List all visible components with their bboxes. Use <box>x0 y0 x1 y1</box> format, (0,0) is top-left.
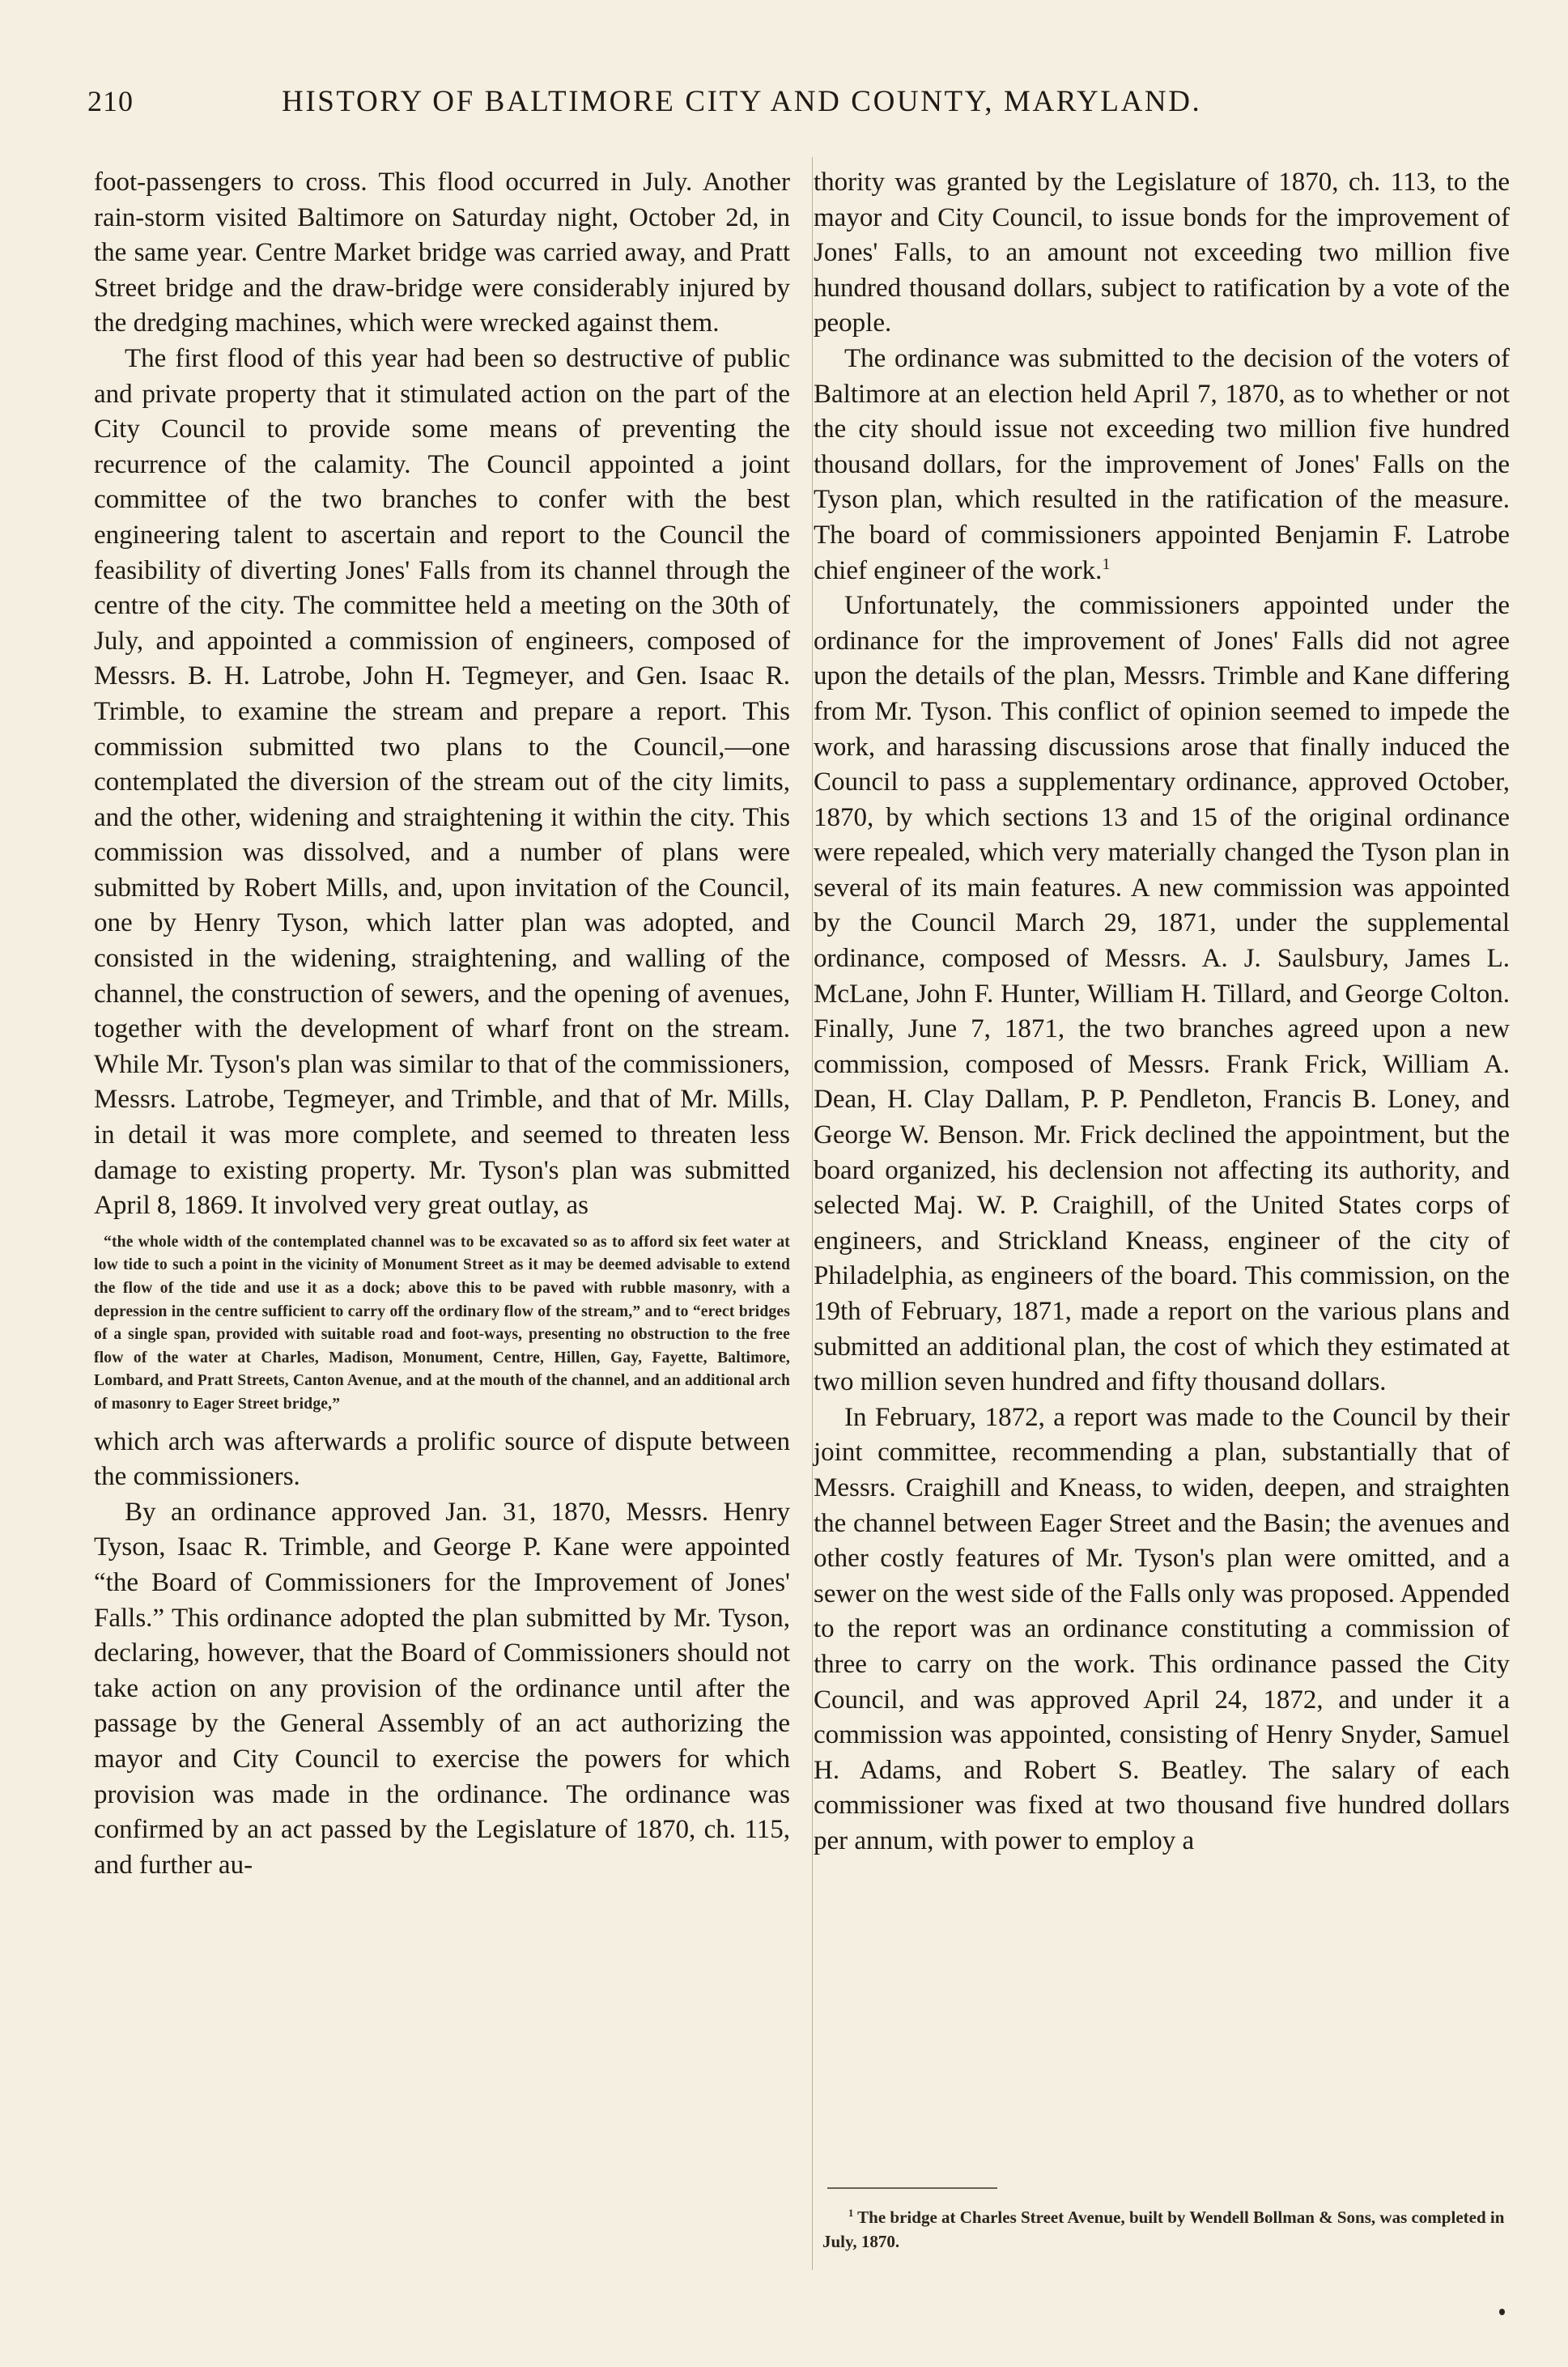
ink-speck <box>1499 2309 1505 2315</box>
paragraph: By an ordinance approved Jan. 31, 1870, Messrs. Henry Tyson, Isaac R. Trimble, and George P. Kane were appointed “the Board of Commissioners for the Improvement of Jones' Falls.” This ordinance adopted the plan submitted by Mr. Tyson, declaring, however, that the Board of Commissioners should not take action on any provision of the ordinance until after the passage by the General Assembly of an act authorizing the mayor and City Council to exercise the powers for which provision was made in the ordinance. The ordinance was confirmed by an act passed by the Legislature of 1870, ch. 115, and further au- <box>94 1497 790 1880</box>
footnote-marker: 1 <box>848 2208 854 2219</box>
paragraph: foot-passengers to cross. This flood occurred in July. Another rain-storm visited Baltimore on Saturday night, October 2d, in the same year. Centre Market bridge was carried away, and Pratt Street bridge and the draw-bridge were considerably injured by the dredging machines, which were wrecked against them. <box>94 168 790 338</box>
paragraph-text: The ordinance was submitted to the decision of the voters of Baltimore at an election held April 7, 1870, as to whether or not the city should issue not exceeding two million five hundred thousand dollars, for the improvement of Jones' Falls on the Tyson plan, which resulted in the ratification of the measure. The board of commissioners appointed Benjamin F. Latrobe chief engineer of the work. <box>814 343 1510 585</box>
paragraph: In February, 1872, a report was made to the Council by their joint committee, recommending a plan, substantially that of Messrs. Craighill and Kneass, to widen, deepen, and straighten the channel between Eager Street and the Basin; the avenues and other costly features of Mr. Tyson's plan were omitted, and a sewer on the west side of the Falls only was proposed. Appended to the report was an ordinance constituting a commission of three to carry on the work. This ordinance passed the City Council, and was approved April 24, 1872, and under it a commission was appointed, consisting of Henry Snyder, Samuel H. Adams, and Robert S. Beatley. The salary of each commissioner was fixed at two thousand five hundred dollars per annum, with power to employ a <box>814 1402 1510 1855</box>
block-quote: “the whole width of the contemplated channel was to be excavated so as to afford six feet water at low tide to such a point in the vicinity of Monument Street as it may be deemed advisable to extend the flow of the tide and use it as a dock; above this to be paved with rubble masonry, with a depression in the centre sufficient to carry off the ordinary flow of the stream,” and to “erect bridges of a single span, provided with suitable road and foot-ways, presenting no obstruction to the free flow of the water at Charles, Madison, Monument, Centre, Hillen, Gay, Fayette, Baltimore, Lombard, and Pratt Streets, Canton Avenue, and at the mouth of the channel, and an additional arch of masonry to Eager Street bridge,” <box>94 1233 790 1413</box>
footnote <box>822 2205 1511 2254</box>
paragraph: The first flood of this year had been so destructive of public and private property that it stimulated action on the part of the City Council to provide some means of preventing the recurrence of the calamity. The Council appointed a joint committee of the two branches to confer with the best engineering talent to ascertain and report to the Council the feasibility of diverting Jones' Falls from its channel through the centre of the city. The committee held a meeting on the 30th of July, and appointed a commission of engineers, composed of Messrs. B. H. Latrobe, John H. Tegmeyer, and Gen. Isaac R. Trimble, to examine the stream and prepare a report. This commission submitted two plans to the Council,—one contemplated the diversion of the stream out of the city limits, and the other, widening and straightening it within the city. This commission was dissolved, and a number of plans were submitted by Robert Mills, and, upon invitation of the Council, one by Henry Tyson, which latter plan was adopted, and consisted in the widening, straightening, and walling of the channel, the construction of sewers, and the opening of avenues, together with the development of wharf front on the stream. While Mr. Tyson's plan was similar to that of the commissioners, Messrs. Latrobe, Tegmeyer, and Trimble, and that of Mr. Mills, in detail it was more complete, and seemed to threaten less damage to existing property. Mr. Tyson's plan was submitted April 8, 1869. It involved very great outlay, as <box>94 343 790 1221</box>
paragraph: thority was granted by the Legislature of 1870, ch. 113, to the mayor and City Council, to issue bonds for the improvement of Jones' Falls, to an amount not exceeding two million five hundred thousand dollars, subject to ratification by a vote of the people. <box>814 168 1510 338</box>
footnote-rule <box>827 2187 997 2189</box>
footnote-reference[interactable]: 1 <box>1102 555 1111 573</box>
running-title: HISTORY OF BALTIMORE CITY AND COUNTY, MARYLAND. <box>282 85 1202 118</box>
left-column <box>94 165 790 1883</box>
page-header <box>87 84 1318 123</box>
column-divider <box>812 157 813 2270</box>
right-column <box>814 165 1510 1859</box>
footnote-text: The bridge at Charles Street Avenue, built by Wendell Bollman & Sons, was completed in July, 1870. <box>822 2208 1505 2251</box>
page-number: 210 <box>87 85 134 117</box>
paragraph: Unfortunately, the commissioners appointed under the ordinance for the improvement of Jones' Falls did not agree upon the details of the plan, Messrs. Trimble and Kane differing from Mr. Tyson. This conflict of opinion seemed to impede the work, and harassing discussions arose that finally induced the Council to pass a supplementary ordinance, approved October, 1870, by which sections 13 and 15 of the original ordinance were repealed, which very materially changed the Tyson plan in several of its main features. A new commission was appointed by the Council March 29, 1871, under the supplemental ordinance, composed of Messrs. A. J. Saulsbury, James L. McLane, John F. Hunter, William H. Tillard, and George Colton. Finally, June 7, 1871, the two branches agreed upon a new commission, composed of Messrs. Frank Frick, William A. Dean, H. Clay Dallam, P. P. Pendleton, Francis B. Loney, and George W. Benson. Mr. Frick declined the appointment, but the board organized, his declension not affecting its authority, and selected Maj. W. P. Craighill, of the United States corps of engineers, and Strickland Kneass, engineer of the city of Philadelphia, as engineers of the board. This commission, on the 19th of February, 1871, made a report on the various plans and submitted an additional plan, the cost of which they estimated at two million seven hundred and fifty thousand dollars. <box>814 591 1510 1397</box>
paragraph: which arch was afterwards a prolific source of dispute between the commissioners. <box>94 1426 790 1492</box>
paragraph-with-footnote <box>814 342 1510 589</box>
